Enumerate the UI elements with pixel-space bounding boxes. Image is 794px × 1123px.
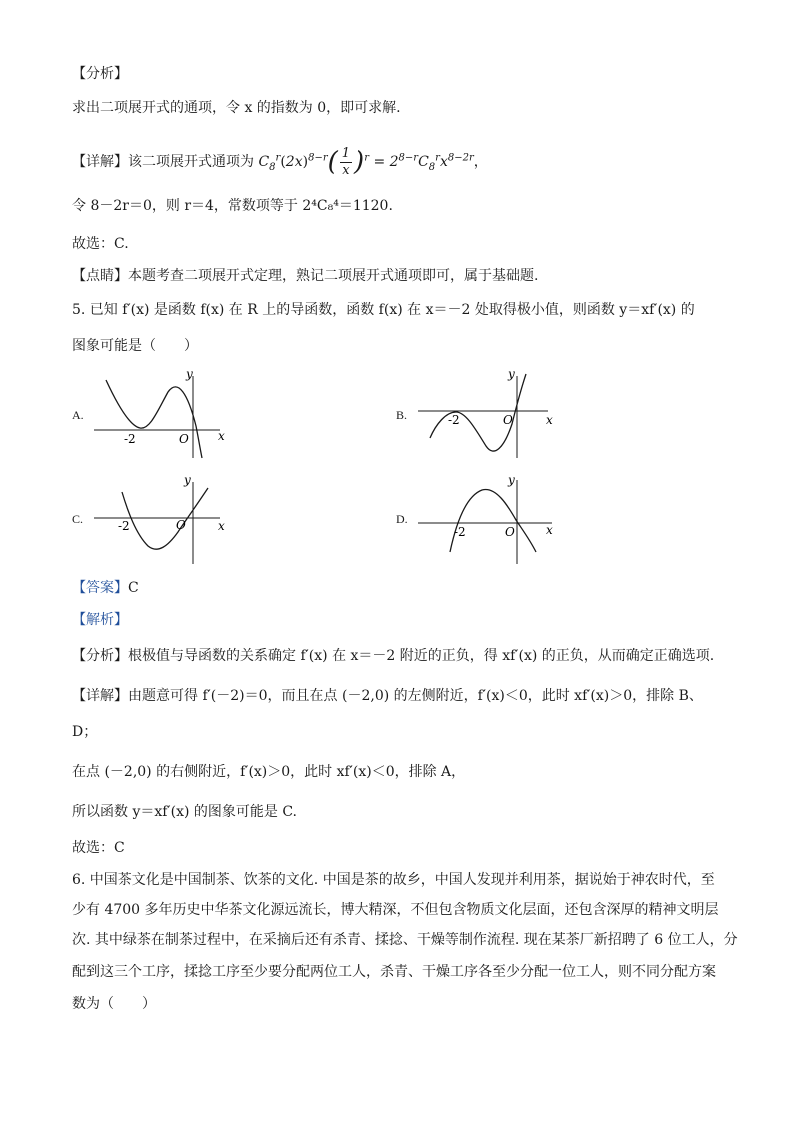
q5-detail bbox=[72, 686, 703, 706]
option-d-tick: -2 bbox=[454, 525, 466, 539]
q5-answer-value: C bbox=[128, 580, 139, 596]
option-d-graph bbox=[416, 472, 566, 568]
q4-comment-tag: 【点睛】 bbox=[72, 268, 128, 284]
q5-answer-tag: 【答案】 bbox=[72, 580, 128, 596]
q4-detail-tag: 【详解】 bbox=[72, 154, 128, 170]
option-b-origin: O bbox=[503, 413, 513, 427]
option-a-y-label: y bbox=[186, 367, 193, 381]
q5-analysis-text: 根极值与导函数的关系确定 f′(x) 在 x＝－2 附近的正负，得 xf′(x) 的正负，从而确定正确选项. bbox=[128, 648, 715, 664]
option-d-curve bbox=[450, 489, 536, 552]
option-b-y-label: y bbox=[508, 367, 515, 381]
q6-line1: 6. 中国茶文化是中国制茶、饮茶的文化. 中国是茶的故乡，中国人发现并利用茶，据说始于神农时代，至 bbox=[72, 872, 715, 888]
q4-choice: 故选：C. bbox=[72, 236, 129, 252]
option-a-origin: O bbox=[179, 432, 189, 446]
q4-detail-text: 该二项展开式通项为 bbox=[128, 154, 254, 170]
option-a-curve bbox=[106, 380, 202, 458]
q6-line5: 数为（ ） bbox=[72, 996, 156, 1012]
option-b-tick: -2 bbox=[448, 413, 460, 427]
q5-stem-line2: 图象可能是（ ） bbox=[72, 338, 198, 354]
q5-detail-line2: D； bbox=[72, 724, 98, 740]
option-d-y-label: y bbox=[508, 473, 515, 487]
q4-detail-line bbox=[72, 142, 488, 182]
option-a-x-label: x bbox=[218, 429, 225, 443]
q5-stem-line1: 5. 已知 f′(x) 是函数 f(x) 在 R 上的导函数，函数 f(x) 在 x＝－2 处取得极小值，则函数 y＝xf′(x) 的 bbox=[72, 302, 695, 318]
q5-detail-line3: 在点 (－2,0) 的右侧附近，f′(x)＞0，此时 xf′(x)＜0，排除 A， bbox=[72, 764, 466, 780]
option-b-graph bbox=[416, 366, 566, 462]
q5-explain-heading bbox=[72, 610, 128, 630]
q4-comment-text: 本题考查二项展开式定理，熟记二项展开式通项即可，属于基础题. bbox=[128, 268, 539, 284]
q6-line3: 次. 其中绿茶在制茶过程中，在采摘后还有杀青、揉捻、干燥等制作流程. 现在某茶厂新招聘了 6 位工人，分 bbox=[72, 932, 738, 948]
option-c-origin: O bbox=[176, 518, 186, 532]
q5-choice: 故选：C bbox=[72, 840, 125, 856]
q5-detail-tag: 【详解】 bbox=[72, 688, 128, 704]
q4-analysis-text: 求出二项展开式的通项，令 x 的指数为 0，即可求解. bbox=[72, 100, 401, 116]
q4-analysis-tag: 【分析】 bbox=[72, 66, 128, 82]
option-d-label: D. bbox=[396, 512, 408, 526]
option-b-x-label: x bbox=[546, 413, 553, 427]
q4-comment bbox=[72, 266, 538, 286]
option-d-x-label: x bbox=[546, 523, 553, 537]
option-d-origin: O bbox=[505, 525, 515, 539]
option-c-x-label: x bbox=[218, 519, 225, 533]
q4-detail-step: 令 8－2r＝0，则 r＝4，常数项等于 2⁴C₈⁴＝1120. bbox=[72, 198, 393, 214]
option-a-tick: -2 bbox=[124, 432, 136, 446]
q6-line2: 少有 4700 多年历史中华茶文化源远流长，博大精深，不但包含物质文化层面，还包含深厚的精神文明层 bbox=[72, 902, 719, 918]
q5-detail-line4: 所以函数 y＝xf′(x) 的图象可能是 C. bbox=[72, 804, 297, 820]
q4-general-term-formula: $C_8^r(2x)^{8-r}$( $\frac{1}{x}$ )$^r = 2^{8-r}C_8^rx^{8-2r}$， bbox=[258, 145, 488, 178]
option-c-tick: -2 bbox=[118, 519, 130, 533]
option-a-graph bbox=[92, 366, 242, 462]
option-a-label: A. bbox=[72, 408, 84, 422]
option-b-label: B. bbox=[396, 408, 408, 422]
option-c-label: C. bbox=[72, 512, 84, 526]
q5-analysis-tag: 【分析】 bbox=[72, 648, 128, 664]
option-c-graph bbox=[92, 472, 242, 568]
option-c-curve bbox=[122, 488, 208, 549]
q4-analysis-heading bbox=[72, 64, 128, 84]
q5-explain-tag: 【解析】 bbox=[72, 612, 128, 628]
q5-analysis bbox=[72, 646, 714, 666]
q5-answer bbox=[72, 578, 139, 598]
q6-line4: 配到这三个工序，揉捻工序至少要分配两位工人，杀青、干燥工序各至少分配一位工人，则不同分配方案 bbox=[72, 964, 716, 980]
option-c-y-label: y bbox=[184, 473, 191, 487]
q5-detail-line1: 由题意可得 f′(－2)＝0，而且在点 (－2,0) 的左侧附近，f′(x)＜0，此时 xf′(x)＞0，排除 B、 bbox=[128, 688, 703, 704]
